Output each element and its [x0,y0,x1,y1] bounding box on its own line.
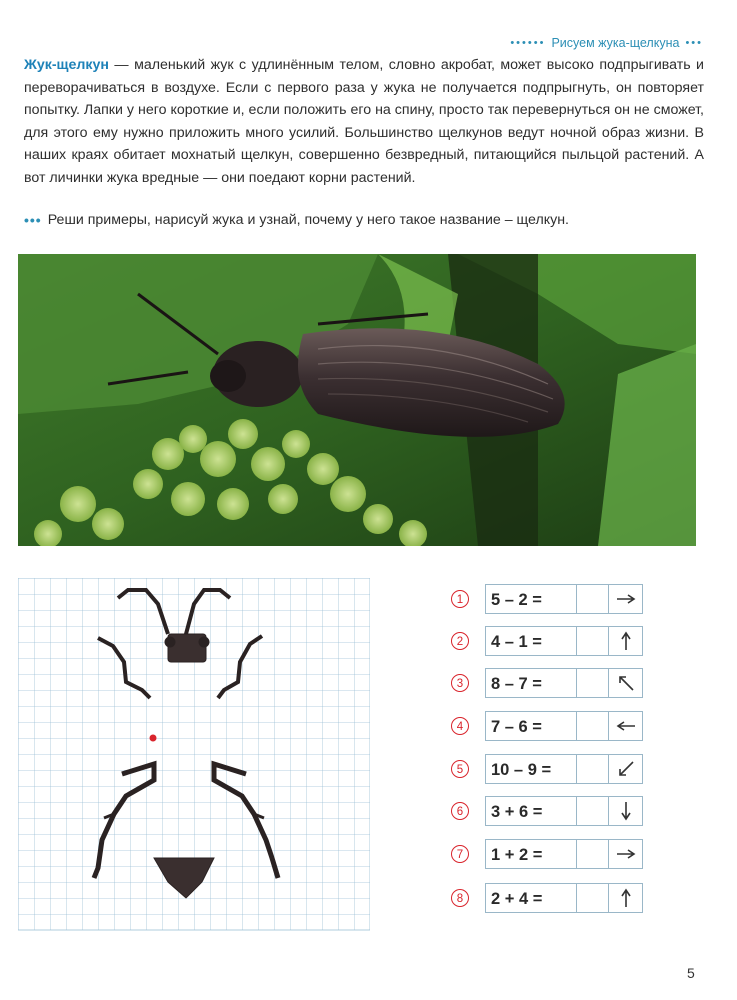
example-row [451,668,651,700]
answer-field[interactable] [576,883,609,913]
example-number: 5 [451,760,469,778]
example-row [451,796,651,828]
example-number: 2 [451,632,469,650]
left-arrow-icon [608,711,643,741]
answer-field[interactable] [576,668,609,698]
example-row [451,711,651,743]
answer-field[interactable] [576,754,609,784]
answer-field[interactable] [576,796,609,826]
up-arrow-icon [608,883,643,913]
answer-field[interactable] [576,711,609,741]
task-instruction [24,212,569,228]
example-number: 7 [451,845,469,863]
answer-field[interactable] [576,584,609,614]
intro-term: Жук-щелкун [24,57,109,73]
example-row [451,839,651,871]
example-number: 3 [451,674,469,692]
page-header [510,36,703,50]
beetle-photo [18,254,696,546]
header-dots: •••••• [510,37,546,49]
beetle-drawing-grid[interactable] [18,578,370,938]
right-arrow-icon [608,839,643,869]
task-bullet-icon: ••• [24,212,42,228]
example-number: 4 [451,717,469,735]
example-number: 8 [451,889,469,907]
example-number: 1 [451,590,469,608]
example-row [451,754,651,786]
up-arrow-icon [608,626,643,656]
beetle-photo-image [18,254,696,546]
right-arrow-icon [608,584,643,614]
up-left-arrow-icon [608,668,643,698]
start-point-icon [150,735,157,742]
example-expression: 4 – 1 = [485,626,577,656]
drawing-grid[interactable] [18,578,370,943]
intro-paragraph [24,54,704,189]
example-expression: 2 + 4 = [485,883,577,913]
answer-field[interactable] [576,839,609,869]
page-number: 5 [687,965,695,981]
down-arrow-icon [608,796,643,826]
answer-field[interactable] [576,626,609,656]
header-title: Рисуем жука-щелкуна [551,36,680,50]
example-expression: 1 + 2 = [485,839,577,869]
example-expression: 7 – 6 = [485,711,577,741]
intro-text: — маленький жук с удлинённым телом, словно акробат, может высоко подпрыгивать и переворачиваться в воздухе. Если с первого раза у жука не получается подпрыгнуть, он повторяет попытку. Лапки у него короткие и, если положить его на спину, просто так перевернуться он не сможет, для этого ему нужно приложить много усилий. Большинство щелкунов ведут ночной образ жизни. В наших краях обитает мохнатый щелкун, совершенно безвредный, питающийся пыльцой растений. А вот личинки жука вредные — они поедают корни растений. [24,57,704,186]
example-row [451,883,651,915]
example-number: 6 [451,802,469,820]
example-expression: 3 + 6 = [485,796,577,826]
header-dots-right: ••• [685,37,703,49]
down-left-arrow-icon [608,754,643,784]
example-expression: 5 – 2 = [485,584,577,614]
task-text: Реши примеры, нарисуй жука и узнай, почему у него такое название – щелкун. [47,212,569,228]
example-expression: 8 – 7 = [485,668,577,698]
example-row [451,584,651,616]
example-expression: 10 – 9 = [485,754,577,784]
example-row [451,626,651,658]
